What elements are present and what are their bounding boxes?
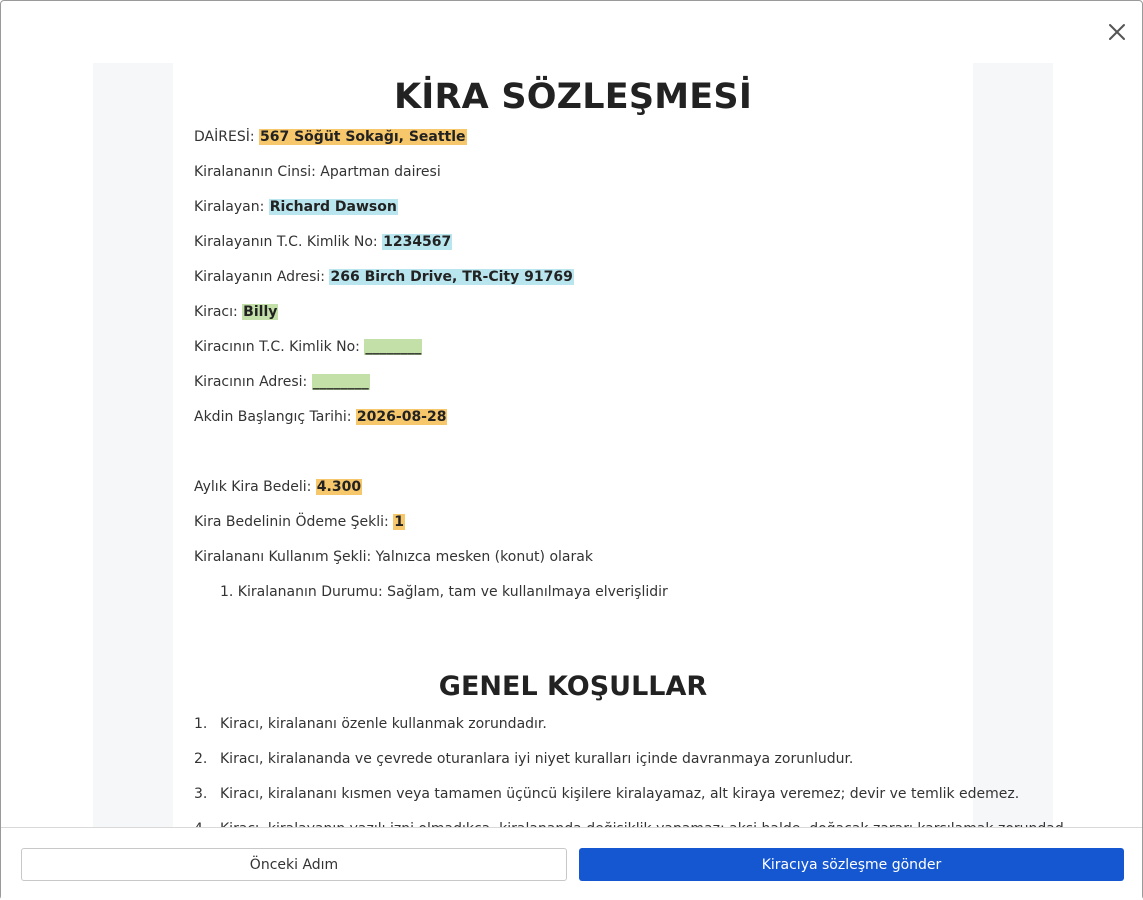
field-kiralayan-tc [194,233,452,251]
field-value: 1234567 [383,234,452,250]
field-dairesi [194,128,467,146]
close-icon [1108,23,1126,41]
condition-item [194,785,1020,803]
field-value: 1 [394,514,404,530]
field-label: Kiracı: [194,304,243,320]
field-label: Kiralananın Cinsi: Apartman dairesi [194,164,441,180]
field-kullanim-sekli [194,548,593,566]
field-kiraci-tc [194,338,422,356]
field-label: Kiralayanın Adresi: [194,269,330,285]
field-value: ________ [312,374,369,390]
section-title-genel-kosullar: GENEL KOŞULLAR [438,671,708,702]
field-label: Aylık Kira Bedeli: [194,479,316,495]
condition-item [194,715,954,733]
document-scroll-area[interactable] [1,1,1142,827]
condition-text: Kiracı, kiralananı özenle kullanmak zorundadır. [220,716,547,732]
condition-number: 3. [194,786,208,802]
field-label: Kira Bedelinin Ödeme Şekli: [194,514,394,530]
field-kiralayan-adres [194,268,574,286]
field-aylik-kira [194,478,362,496]
field-label: Kiralananı Kullanım Şekli: Yalnızca mesken (konut) olarak [194,549,593,565]
field-label: DAİRESİ: [194,129,259,145]
field-value: Richard Dawson [269,199,397,215]
field-label: Kiracının Adresi: [194,374,312,390]
field-label: Kiralayanın T.C. Kimlik No: [194,234,383,250]
condition-number: 1. [194,716,208,732]
previous-step-button[interactable]: Önceki Adım [21,848,567,881]
field-value: Billy [243,304,278,320]
condition-item [194,750,954,768]
field-label: Akdin Başlangıç Tarihi: [194,409,356,425]
field-value: ________ [365,339,422,355]
dialog-footer [1,827,1142,900]
field-value: 2026-08-28 [356,409,447,425]
condition-text: Kiracı, kiralananda ve çevrede oturanlara iyi niyet kuralları içinde davranmaya zorunludur. [220,751,854,767]
field-kiraci [194,303,278,321]
condition-text: Kiracı, kiralananı kısmen veya tamamen üçüncü kişilere kiralayamaz, alt kiraya veremez; devir ve temlik edemez. [220,786,1020,802]
field-kiraci-adres [194,373,370,391]
send-contract-button[interactable]: Kiracıya sözleşme gönder [579,848,1124,881]
close-button[interactable] [1104,19,1130,45]
document-title: KİRA SÖZLEŞMESİ [393,77,753,117]
field-odeme-sekli [194,513,405,531]
field-value: 266 Birch Drive, TR-City 91769 [330,269,573,285]
field-label: Kiralayan: [194,199,269,215]
field-value: 567 Söğüt Sokağı, Seattle [260,129,466,145]
field-kiralayan [194,198,398,216]
field-label: Kiracının T.C. Kimlik No: [194,339,365,355]
list-item-kiralanan-durumu: 1. Kiralananın Durumu: Sağlam, tam ve kullanılmaya elverişlidir [220,584,668,600]
field-kiralanan-cinsi [194,163,441,181]
field-baslangic-tarihi [194,408,447,426]
condition-number: 2. [194,751,208,767]
field-value: 4.300 [316,479,362,495]
